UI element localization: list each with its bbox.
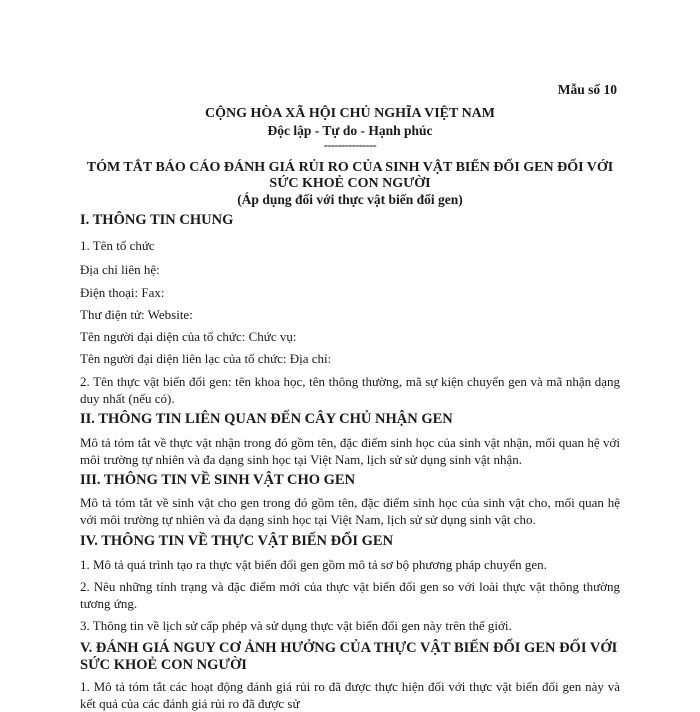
nation-header: CỘNG HÒA XÃ HỘI CHỦ NGHĨA VIỆT NAM — [204, 106, 495, 121]
org-name-line: 1. Tên tổ chức — [80, 238, 155, 253]
form-number: Mẫu số 10 — [557, 82, 617, 97]
document-subtitle: (Áp dụng đối với thực vật biến đổi gen) — [237, 192, 463, 207]
address-line: Địa chỉ liên hệ: — [80, 262, 160, 277]
section-2-body: Mô tả tóm tắt về thực vật nhận trong đó gồm tên, đặc điểm sinh học của sinh vật nhận, mối quan hệ với môi trường tự nhiên và đa dạng sinh học tại Việt Nam, lịch sử sử dụng sinh vật nhận. — [80, 435, 620, 467]
section-4-item-1: 1. Mô tả quá trình tạo ra thực vật biến đổi gen gồm mô tả sơ bộ phương pháp chuyển gen. — [80, 557, 547, 572]
gmo-name-paragraph: 2. Tên thực vật biến đổi gen: tên khoa học, tên thông thường, mã sự kiện chuyển gen và mã nhận dạng duy nhất (nếu có). — [80, 374, 620, 406]
section-1-heading: I. THÔNG TIN CHUNG — [80, 212, 234, 228]
section-4-item-2: 2. Nêu những tính trạng và đặc điểm mới của thực vật biến đổi gen so với loài thực vật thông thường tương ứng. — [80, 579, 620, 611]
section-3-heading: III. THÔNG TIN VỀ SINH VẬT CHO GEN — [80, 472, 356, 488]
phone-fax-line: Điện thoại: Fax: — [80, 285, 165, 300]
section-3-body: Mô tả tóm tắt về sinh vật cho gen trong đó gồm tên, đặc điểm sinh học của sinh vật cho, mối quan hệ với môi trường tự nhiên và đa dạng sinh học tại Việt Nam, lịch sử sử dụng sinh vật cho. — [80, 495, 620, 527]
section-2-heading: II. THÔNG TIN LIÊN QUAN ĐẾN CÂY CHỦ NHẬN GEN — [80, 411, 453, 427]
section-5-heading: V. ĐÁNH GIÁ NGUY CƠ ẢNH HƯỞNG CỦA THỰC VẬT BIẾN ĐỔI GEN ĐỐI VỚI SỨC KHOẺ CON NGƯỜI — [80, 640, 618, 673]
section-4-heading: IV. THÔNG TIN VỀ THỰC VẬT BIẾN ĐỔI GEN — [80, 533, 394, 549]
header-divider: --------------- — [323, 138, 377, 152]
document-title: TÓM TẮT BÁO CÁO ĐÁNH GIÁ RỦI RO CỦA SINH VẬT BIẾN ĐỔI GEN ĐỐI VỚI SỨC KHOẺ CON NGƯỜI — [86, 160, 614, 191]
motto: Độc lập - Tự do - Hạnh phúc — [267, 123, 433, 138]
email-website-line: Thư điện tử: Website: — [80, 307, 193, 322]
section-4-item-3: 3. Thông tin về lịch sử cấp phép và sử dụng thực vật biến đổi gen này trên thế giới. — [80, 618, 512, 633]
section-5-item-1: 1. Mô tả tóm tắt các hoạt động đánh giá rủi ro đã được thực hiện đối với thực vật biến đổi gen này và kết quả của các đánh giá rủi ro đã được sử — [80, 679, 620, 711]
contact-person-line: Tên người đại diện liên lạc của tổ chức: Địa chỉ: — [80, 351, 332, 366]
representative-line: Tên người đại diện của tổ chức: Chức vụ: — [80, 329, 297, 344]
